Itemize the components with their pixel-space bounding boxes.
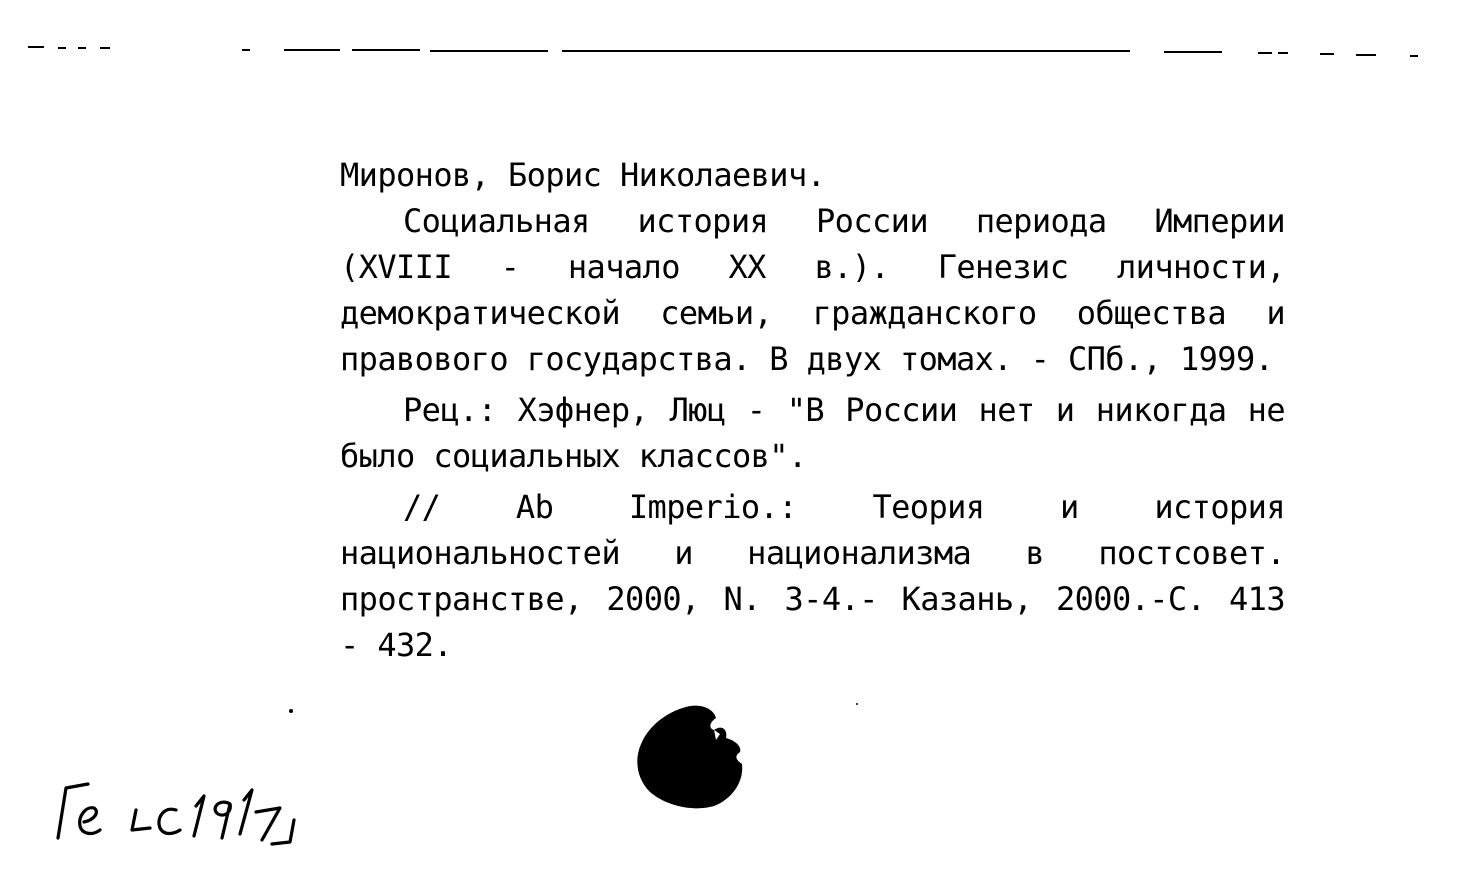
book-description: Социальная история России периода Империи (XVIII - начало XX в.). Генезис личности, демократической семьи, гражданского общества и правового государства. В двух томах. - СПб., 1999. [340, 202, 1285, 378]
review-line: Рец.: Хэфнер, Люц - "В России нет и никогда не было социальных классов". [340, 391, 1285, 475]
scan-speck [289, 709, 293, 713]
author-line: Миронов, Борис Николаевич. [340, 156, 826, 194]
ink-blot [630, 700, 750, 812]
catalog-card-text [340, 152, 1285, 668]
scan-speck [856, 703, 858, 705]
scan-edge-dashes [0, 0, 1464, 80]
publication-source: // Ab Imperio.: Теория и история национальностей и национализма в постсовет. пространстве, 2000, N. 3-4.- Казань, 2000.-С. 413 - 432. [340, 488, 1285, 664]
handwritten-call-number [40, 760, 340, 860]
